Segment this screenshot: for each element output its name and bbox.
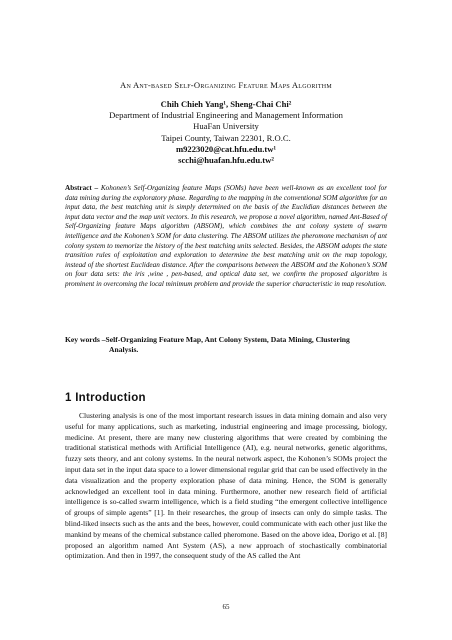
abstract-text: Kohonen’s Self-Organizing feature Maps (SOMs) have been well-known as an excellent tool for data mining during the exploratory phase. Regarding to the mapping in the conventional SOM algorithm for an input data, the best matching unit is simply determined on the basis of the Euclidian distances between the input data vector and the map unit vectors. In this research, we propose a novel algorithm, named Ant-Based of Self-Organizing feature Maps algorithm (ABSOM), which combines the ant colony system of swarm intelligence and the Kohonen’s SOM for data clustering. The ABSOM utilizes the pheromone mechanism of ant colony system to memorize the history of the best matching units selected. Besides, the ABSOM adopts the state transition rules of exploitation and exploration to determine the best matching unit on the map topology, instead of the shortest Euclidean distance. After the comparisons between the ABSOM and the Kohonen’s SOM on four data sets: the iris ,wine , pen-based, and optical data set, we confirm the proposed algorithm is prominent in overcoming the local minimum problem and provide the superior characteristic in map resolution. bbox=[65, 184, 387, 288]
keywords-line-1: Key words –Self-Organizing Feature Map, Ant Colony System, Data Mining, Clustering bbox=[65, 335, 350, 344]
section-heading: 1 Introduction bbox=[65, 392, 146, 404]
email-1: m9223020@cat.hfu.edu.tw¹ bbox=[175, 143, 277, 154]
address-line: Taipei County, Taiwan 22301, R.O.C. bbox=[161, 132, 291, 143]
page-number: 65 bbox=[222, 603, 230, 611]
intro-paragraph: Clustering analysis is one of the most important research issues in data mining domain and also very useful for many applications, such as marketing, industrial engineering and image processing, biology, medicine. At present, there are many new clustering algorithms that were created by combining the traditional statistical methods with Artificial Intelligence (AI), e.g. neural networks, genetic algorithms, fuzzy sets theory, and ant colony systems. In the neural network aspect, the Kohonen’s SOMs project the input data set in the input data space to a lower dimensional regular grid that can be used effectively in the data visualization and the property exploration phase of data mining. Hence, the SOM is generally acknowledged an excellent tool in data mining. Furthermore, another new research field of artificial intelligence is so-called swarm intelligence, which is a field studing “the emergent collective intelligence of groups of simple agents” [1]. In their researches, the group of insects can only do simple tasks. The blind-liked insects such as the ants and the bees, however, could communicate with each other just like the mankind by means of the chemical substance called pheromone. Based on the above idea, Dorigo et al. [8] proposed an algorithm named Ant System (AS), a new approach of stochastically combinatorial optimization. And then in 1997, the consequent study of the AS called the Ant bbox=[65, 411, 387, 561]
email-2: scchi@huafan.hfu.edu.tw² bbox=[178, 155, 274, 166]
paper-title: An Ant-based Self-Organizing Feature Maps Algorithm bbox=[120, 80, 332, 90]
abstract-label: Abstract – bbox=[65, 184, 99, 192]
university-line: HuaFan University bbox=[193, 121, 259, 132]
authors-line: Chih Chieh Yang¹, Sheng-Chai Chi² bbox=[160, 99, 292, 109]
abstract bbox=[65, 184, 387, 290]
author-block bbox=[0, 99, 452, 166]
keywords-line-2: Analysis. bbox=[109, 345, 139, 354]
affiliation-line: Department of Industrial Engineering and Management Information bbox=[109, 110, 343, 121]
keywords bbox=[65, 335, 387, 355]
